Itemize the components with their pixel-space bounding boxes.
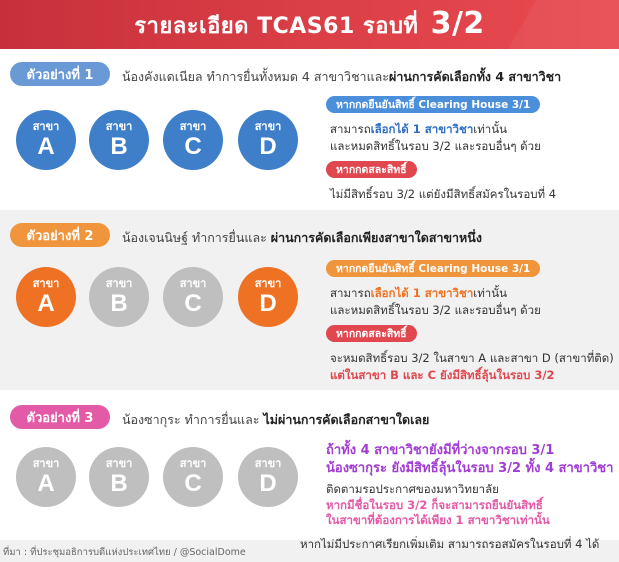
example-3-branch-d: [238, 447, 298, 507]
example-1-summary-text: น้องคังแดเนียล ทำการยื่นทั้งหมด 4 สาขาวิชาและ: [122, 69, 390, 84]
branch-letter: A: [37, 133, 55, 160]
example-3-label: ตัวอย่างที่ 3: [10, 405, 110, 429]
branch-caption: สาขา: [179, 457, 207, 470]
example-1-summary: [122, 67, 561, 87]
branch-letter: C: [184, 290, 202, 317]
example-2-branch-d: [238, 267, 298, 327]
header-banner: [0, 0, 619, 49]
confirm-highlight: เลือกได้ 1 สาขาวิชา: [370, 286, 474, 300]
example-1-waive-tag: หากกดสละสิทธิ์: [326, 161, 417, 178]
example-1-label: ตัวอย่างที่ 1: [10, 62, 110, 86]
example-3-branch-b: [89, 447, 149, 507]
example-3-note-line-1: ถ้าทั้ง 4 สาขาวิชายังมีที่ว่างจากรอบ 3/1: [326, 443, 555, 458]
example-3-note-line-4: หากมีชื่อในรอบ 3/2 ก็จะสามารถยืนยันสิทธิ์: [326, 498, 543, 512]
example-1-confirm-line-1: [330, 121, 507, 139]
branch-caption: สาขา: [254, 120, 282, 133]
example-1-confirm-tag: หากกดยืนยันสิทธิ์ Clearing House 3/1: [326, 96, 540, 113]
page-title: [134, 6, 485, 43]
branch-caption: สาขา: [179, 120, 207, 133]
example-3-branch-a: [16, 447, 76, 507]
confirm-text-end: เท่านั้น: [473, 286, 507, 300]
branch-letter: D: [259, 470, 277, 497]
example-2-branch-c: [163, 267, 223, 327]
example-2-confirm-line-1: [330, 285, 507, 303]
example-2-summary-bold: ผ่านการคัดเลือกเพียงสาขาใดสาขาหนึ่ง: [270, 230, 482, 245]
example-3-note-line-5: ในสาขาที่ต้องการได้เพียง 1 สาขาวิชาเท่านั้น: [326, 513, 550, 527]
branch-letter: D: [259, 133, 277, 160]
branch-caption: สาขา: [105, 457, 133, 470]
example-2-confirm-line-2: และหมดสิทธิ์ในรอบ 3/2 และรอบอื่นๆ ด้วย: [330, 303, 541, 317]
branch-letter: B: [110, 290, 128, 317]
example-2-waive-line-1: จะหมดสิทธิ์รอบ 3/2 ในสาขา A และสาขา D (สาขาที่ติด): [330, 351, 614, 365]
example-3-summary: [122, 410, 429, 430]
branch-letter: B: [110, 470, 128, 497]
example-2-branch-b: [89, 267, 149, 327]
example-3-note-line-3: ติดตามรอประกาศของมหาวิทยาลัย: [326, 482, 499, 496]
confirm-text: สามารถ: [330, 122, 371, 136]
branch-letter: A: [37, 470, 55, 497]
example-1-branch-c: [163, 110, 223, 170]
example-3-branch-c: [163, 447, 223, 507]
branch-letter: C: [184, 133, 202, 160]
branch-caption: สาขา: [254, 457, 282, 470]
example-3-summary-text: น้องซากุระ ทำการยื่นและ: [122, 412, 264, 427]
example-2-branch-a: [16, 267, 76, 327]
confirm-text: สามารถ: [330, 286, 371, 300]
source-credit: ที่มา : ที่ประชุมอธิการบดีแห่งประเทศไทย / @SocialDome: [3, 547, 246, 558]
example-1-waive-line-1: ไม่มีสิทธิ์รอบ 3/2 แต่ยังมีสิทธิ์สมัครในรอบที่ 4: [330, 187, 557, 201]
branch-letter: B: [110, 133, 128, 160]
confirm-highlight: เลือกได้ 1 สาขาวิชา: [370, 122, 474, 136]
branch-letter: C: [184, 470, 202, 497]
example-3-summary-bold: ไม่ผ่านการคัดเลือกสาขาใดเลย: [263, 412, 430, 427]
branch-caption: สาขา: [32, 277, 60, 290]
example-1-branch-b: [89, 110, 149, 170]
branch-caption: สาขา: [32, 457, 60, 470]
title-text: รายละเอียด TCAS61 รอบที่: [134, 14, 419, 39]
confirm-text-end: เท่านั้น: [473, 122, 507, 136]
branch-caption: สาขา: [105, 120, 133, 133]
example-2-waive-tag: หากกดสละสิทธิ์: [326, 325, 417, 342]
example-1-branch-a: [16, 110, 76, 170]
branch-letter: D: [259, 290, 277, 317]
example-1-confirm-line-2: และหมดสิทธิ์ในรอบ 3/2 และรอบอื่นๆ ด้วย: [330, 139, 541, 153]
round-number: 3/2: [430, 6, 485, 41]
branch-caption: สาขา: [105, 277, 133, 290]
example-1-branch-d: [238, 110, 298, 170]
example-3-note-line-2: น้องซากุระ ยังมีสิทธิ์ลุ้นในรอบ 3/2 ทั้ง 4 สาขาวิชา: [326, 461, 614, 476]
branch-caption: สาขา: [179, 277, 207, 290]
example-2-waive-line-2: แต่ในสาขา B และ C ยังมีสิทธิ์ลุ้นในรอบ 3/2: [330, 368, 555, 382]
example-1-summary-bold: ผ่านการคัดเลือกทั้ง 4 สาขาวิชา: [389, 69, 562, 84]
example-2-summary-text: น้องเจนนิษฐ์ ทำการยื่นและ: [122, 230, 271, 245]
example-3-note-line-6: หากไม่มีประกาศเรียกเพิ่มเติม สามารถรอสมัครในรอบที่ 4 ได้: [300, 537, 600, 551]
example-2-confirm-tag: หากกดยืนยันสิทธิ์ Clearing House 3/1: [326, 260, 540, 277]
branch-caption: สาขา: [254, 277, 282, 290]
example-2-summary: [122, 228, 482, 248]
branch-letter: A: [37, 290, 55, 317]
branch-caption: สาขา: [32, 120, 60, 133]
example-2-label: ตัวอย่างที่ 2: [10, 223, 110, 247]
